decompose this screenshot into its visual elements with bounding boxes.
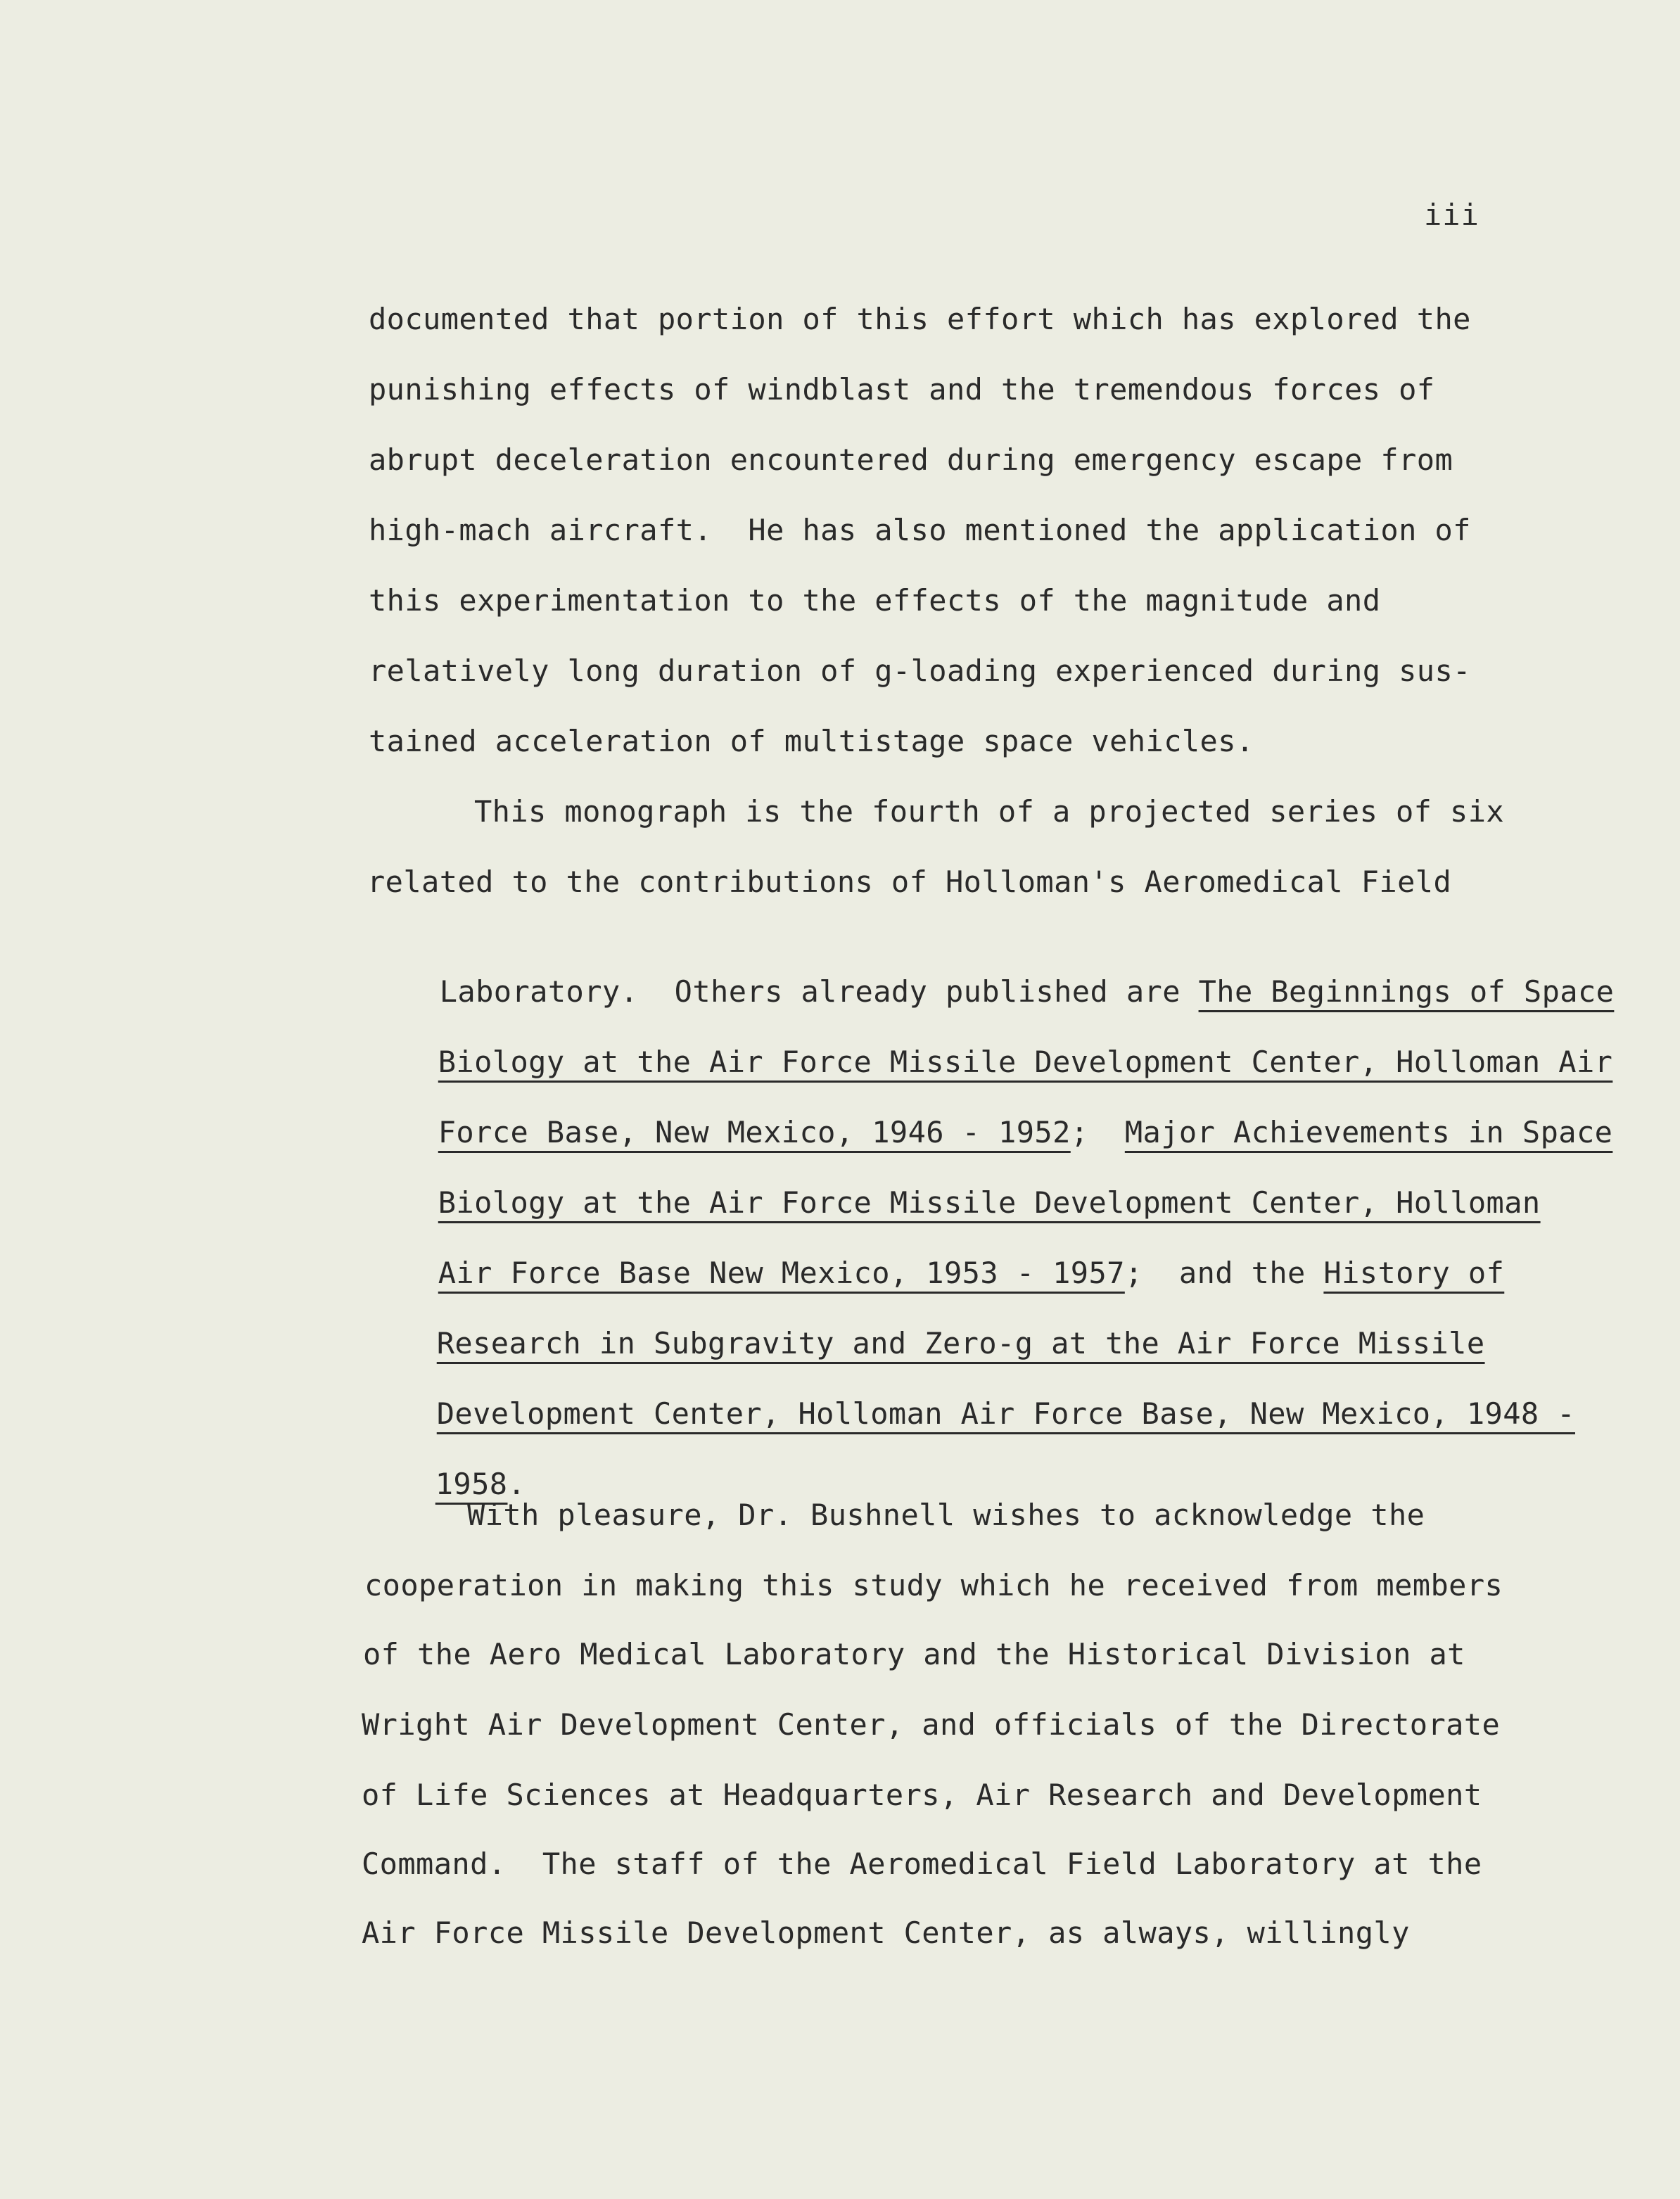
- text-segment: ; and the: [1124, 1256, 1324, 1290]
- text-line: With pleasure, Dr. Bushnell wishes to acknowledge the: [467, 1498, 1425, 1532]
- publication-title: Biology at the Air Force Missile Development Center, Holloman: [438, 1185, 1541, 1220]
- text-line: [364, 1355, 1575, 1473]
- publication-title: Development Center, Holloman Air Force Base, New Mexico, 1948 -: [436, 1396, 1575, 1431]
- text-segment: .: [507, 1467, 526, 1501]
- publication-title: Force Base, New Mexico, 1946 - 1952: [438, 1115, 1071, 1149]
- text-line: related to the contributions of Holloman's Aeromedical Field: [367, 865, 1452, 899]
- text-line: of the Aero Medical Laboratory and the Historical Division at: [363, 1637, 1465, 1671]
- text-line: this experimentation to the effects of the magnitude and: [369, 583, 1381, 618]
- text-line: punishing effects of windblast and the tremendous forces of: [369, 372, 1435, 407]
- publication-title: History of: [1323, 1256, 1505, 1290]
- publication-title: Research in Subgravity and Zero-g at the Air Force Missile: [436, 1326, 1485, 1360]
- text-line: documented that portion of this effort which has explored the: [369, 302, 1471, 336]
- text-segment: ;: [1070, 1115, 1125, 1149]
- text-line: This monograph is the fourth of a projected series of six: [474, 794, 1505, 829]
- text-segment: Laboratory. Others already published are: [439, 974, 1199, 1009]
- text-line: relatively long duration of g-loading experienced during sus-: [369, 654, 1471, 688]
- text-line: Air Force Missile Development Center, as always, willingly: [362, 1916, 1410, 1950]
- text-line: tained acceleration of multistage space vehicles.: [369, 724, 1254, 758]
- text-line: Command. The staff of the Aeromedical Field Laboratory at the: [362, 1847, 1482, 1881]
- text-line: Wright Air Development Center, and officials of the Directorate: [362, 1707, 1501, 1742]
- publication-title: Biology at the Air Force Missile Development Center, Holloman Air: [438, 1045, 1613, 1079]
- text-line: high-mach aircraft. He has also mentioned the application of: [369, 513, 1471, 547]
- publication-title: Major Achievements in Space: [1124, 1115, 1613, 1149]
- text-line: of Life Sciences at Headquarters, Air Research and Development: [362, 1778, 1482, 1812]
- publication-title: 1958: [435, 1467, 508, 1501]
- publication-title: Air Force Base New Mexico, 1953 - 1957: [438, 1256, 1125, 1290]
- text-line: cooperation in making this study which he received from members: [364, 1568, 1503, 1602]
- page-number: iii: [1424, 198, 1479, 232]
- text-line: abrupt deceleration encountered during emergency escape from: [369, 442, 1453, 477]
- publication-title: The Beginnings of Space: [1198, 974, 1615, 1009]
